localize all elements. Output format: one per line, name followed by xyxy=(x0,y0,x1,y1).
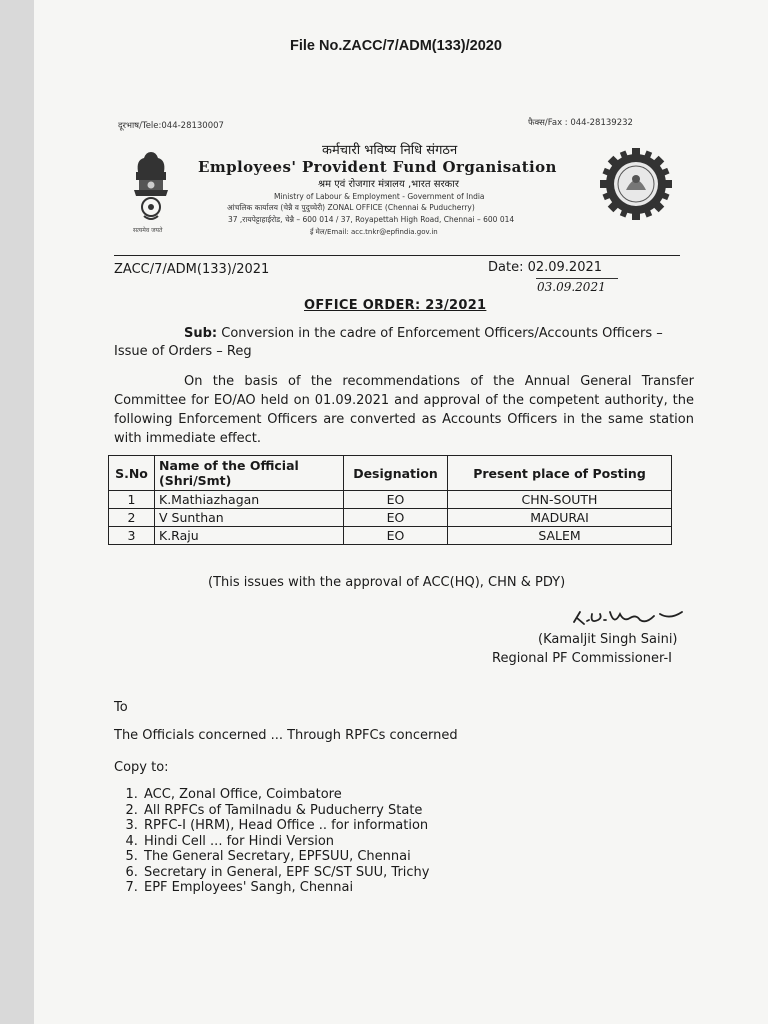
body-paragraph: On the basis of the recommendations of the Annual General Transfer Committee for EO/AO held on 01.09.2021 and approval of the competent authority, the following Enforcement Officers are converted as Accounts Officers in the same station with immediate effect. xyxy=(114,374,694,446)
org-name: Employees' Provident Fund Organisation xyxy=(198,158,557,176)
zonal-office: आंचलिक कार्यालय (चेन्नै व पुदुच्चेरी) ZONAL OFFICE (Chennai & Puducherry) xyxy=(227,203,475,212)
emblem-caption: सत्यमेव जयते xyxy=(133,227,163,234)
list-item: 6. Secretary in General, EPF SC/ST SUU, Trichy xyxy=(142,865,429,881)
national-emblem-icon xyxy=(126,150,176,225)
cell-posting: MADURAI xyxy=(448,509,672,527)
ministry-hindi: श्रम एवं रोजगार मंत्रालय ,भारत सरकार xyxy=(318,179,459,190)
table-row xyxy=(109,527,672,545)
epfo-logo-icon xyxy=(598,146,674,222)
org-name-hindi: कर्मचारी भविष्य निधि संगठन xyxy=(322,143,458,158)
signatory-designation: Regional PF Commissioner-I xyxy=(492,651,673,666)
table-row xyxy=(109,509,672,527)
order-title: OFFICE ORDER: 23/2021 xyxy=(304,298,487,313)
cell-sno: 1 xyxy=(109,491,155,509)
telephone: दूरभाष/Tele:044-28130007 xyxy=(118,121,224,131)
fax: फैक्स/Fax : 044-28139232 xyxy=(528,118,633,128)
office-email: ई मेल/Email: acc.tnkr@epfindia.gov.in xyxy=(310,228,438,236)
cell-sno: 3 xyxy=(109,527,155,545)
header-sno: S.No xyxy=(109,456,155,491)
cell-designation: EO xyxy=(344,527,448,545)
subject-label: Sub: xyxy=(184,326,218,341)
cell-sno: 2 xyxy=(109,509,155,527)
header-name: Name of the Official (Shri/Smt) xyxy=(155,456,344,491)
list-item: 2. All RPFCs of Tamilnadu & Puducherry State xyxy=(142,803,429,819)
cell-designation: EO xyxy=(344,491,448,509)
list-item: 4. Hindi Cell ... for Hindi Version xyxy=(142,834,429,850)
cell-name: K.Mathiazhagan xyxy=(155,491,344,509)
file-number: File No.ZACC/7/ADM(133)/2020 xyxy=(290,38,502,54)
table-header-row xyxy=(109,456,672,491)
signatory-name: (Kamaljit Singh Saini) xyxy=(538,632,678,647)
cell-posting: CHN-SOUTH xyxy=(448,491,672,509)
list-item: 7. EPF Employees' Sangh, Chennai xyxy=(142,880,429,896)
cell-name: V Sunthan xyxy=(155,509,344,527)
to-label: To xyxy=(114,700,128,715)
order-date: Date: 02.09.2021 xyxy=(488,260,603,275)
letterhead-divider xyxy=(114,255,680,256)
list-item: 1. ACC, Zonal Office, Coimbatore xyxy=(142,787,429,803)
copy-to-label: Copy to: xyxy=(114,760,169,775)
cell-name: K.Raju xyxy=(155,527,344,545)
approval-note: (This issues with the approval of ACC(HQ), CHN & PDY) xyxy=(208,575,566,590)
handwritten-underline xyxy=(536,278,618,279)
copy-to-list xyxy=(120,787,429,896)
list-item: 5. The General Secretary, EPFSUU, Chennai xyxy=(142,849,429,865)
header-posting: Present place of Posting xyxy=(448,456,672,491)
cell-designation: EO xyxy=(344,509,448,527)
cell-posting: SALEM xyxy=(448,527,672,545)
table-row xyxy=(109,491,672,509)
signature-icon xyxy=(570,608,696,630)
office-address: 37 ,रायपेट्टाहाईरोड, चेन्नै – 600 014 / 37, Royapettah High Road, Chennai – 600 014 xyxy=(228,215,515,224)
subject xyxy=(114,325,694,361)
header-designation: Designation xyxy=(344,456,448,491)
to-recipients: The Officials concerned ... Through RPFCs concerned xyxy=(114,728,458,743)
ministry: Ministry of Labour & Employment - Government of India xyxy=(274,192,485,201)
reference-number: ZACC/7/ADM(133)/2021 xyxy=(114,262,270,277)
officials-table xyxy=(108,455,672,545)
handwritten-date: 03.09.2021 xyxy=(537,280,606,294)
subject-text: Conversion in the cadre of Enforcement Officers/Accounts Officers – Issue of Orders – Reg xyxy=(114,326,663,359)
list-item: 3. RPFC-I (HRM), Head Office .. for information xyxy=(142,818,429,834)
